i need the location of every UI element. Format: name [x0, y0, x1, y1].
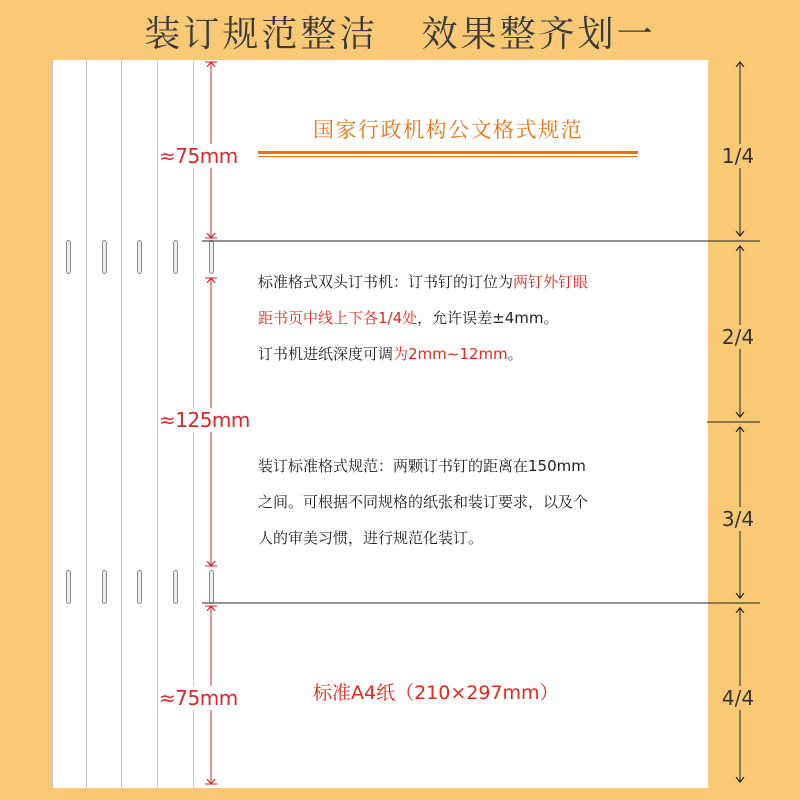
stapler-spec-line-2: 距书页中线上下各1/4处，允许误差±4mm。 — [258, 309, 559, 327]
paper-size-label: 标准A4纸（210×297mm） — [313, 682, 559, 704]
quarter-label-3: 3/4 — [712, 507, 764, 531]
gap-label-bottom: ≈75mm — [159, 686, 238, 710]
binding-spec-line-3: 人的审美习惯，进行规范化装订。 — [258, 529, 484, 547]
gap-label-middle: ≈125mm — [159, 408, 250, 432]
document-title: 国家行政机构公文格式规范 — [313, 118, 583, 142]
gap-label-top: ≈75mm — [159, 144, 238, 168]
stapler-spec-line-1: 标准格式双头订书机：订书钉的订位为两钉外钉眼 — [258, 273, 589, 291]
stapler-spec-paragraph — [258, 264, 588, 372]
binding-spec-paragraph — [258, 448, 588, 556]
binding-spec-line-1: 装订标准格式规范：两颗订书钉的距离在150mm — [258, 457, 586, 475]
stapler-spec-line-3: 订书机进纸深度可调为2mm~12mm。 — [258, 345, 523, 363]
quarter-label-1: 1/4 — [712, 144, 764, 168]
binding-spec-line-2: 之间。可根据不同规格的纸张和装订要求，以及个 — [258, 493, 589, 511]
title-underline-thin — [258, 156, 638, 157]
headline: 装订规范整洁 效果整齐划一 — [144, 14, 656, 55]
quarter-label-4: 4/4 — [712, 686, 764, 710]
quarter-label-2: 2/4 — [712, 325, 764, 349]
title-underline-thick — [258, 151, 638, 154]
